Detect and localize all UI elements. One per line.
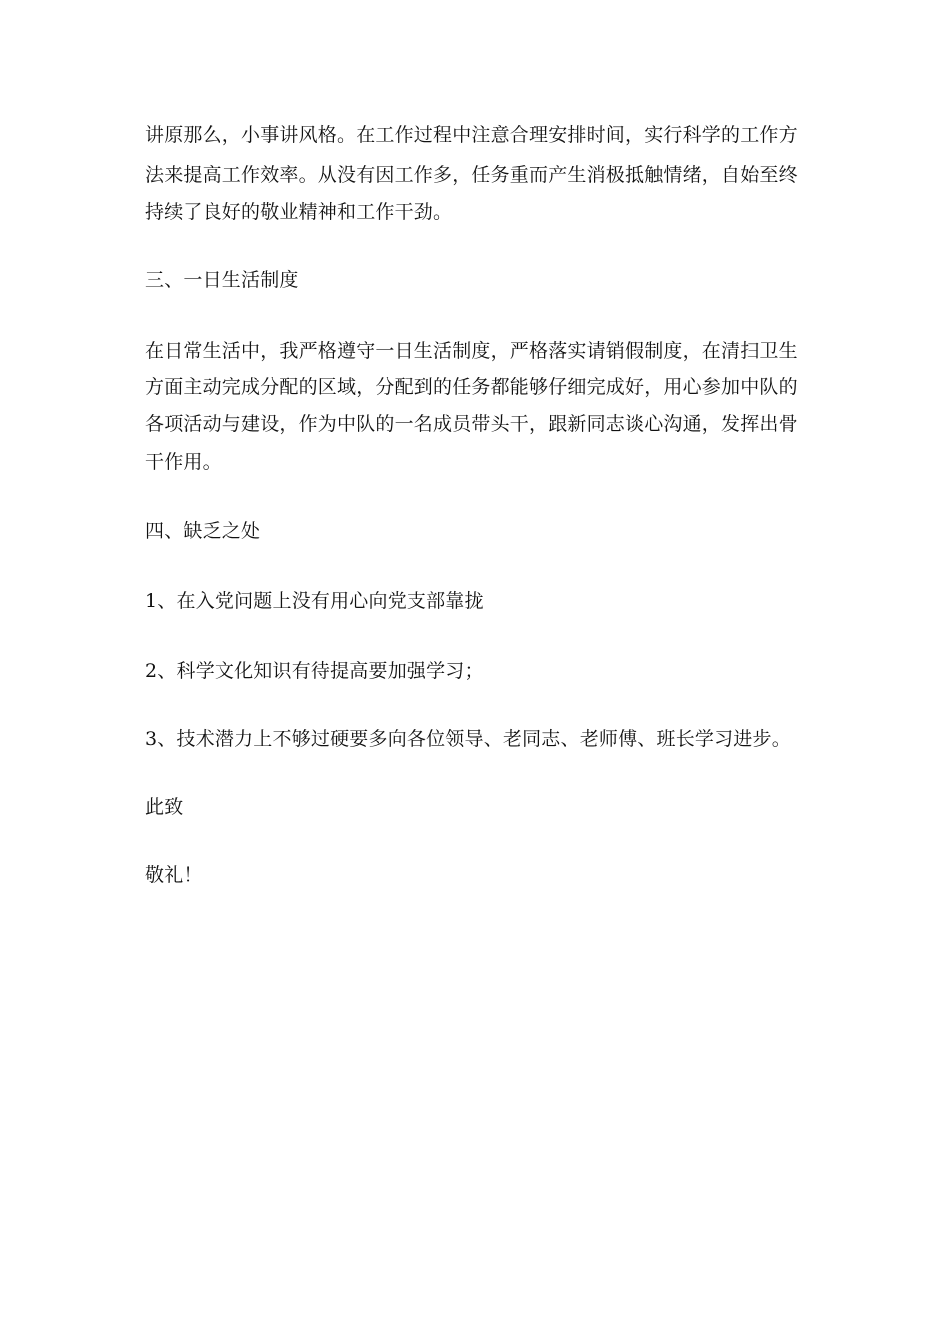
paragraph-line: 方面主动完成分配的区域，分配到的任务都能够仔细完成好，用心参加中队的 (145, 376, 798, 398)
paragraph-line: 各项活动与建设，作为中队的一名成员带头干，跟新同志谈心沟通，发挥出骨 (145, 413, 798, 435)
paragraph-line: 讲原那么，小事讲风格。在工作过程中注意合理安排时间，实行科学的工作方 (145, 124, 798, 146)
paragraph-line: 持续了良好的敬业精神和工作干劲。 (145, 201, 453, 223)
list-item: 2、科学文化知识有待提高要加强学习； (145, 660, 484, 682)
paragraph-line: 在日常生活中，我严格遵守一日生活制度，严格落实请销假制度，在清扫卫生 (145, 340, 798, 362)
list-item: 3、技术潜力上不够过硬要多向各位领导、老同志、老师傅、班长学习进步。 (145, 728, 791, 750)
closing-line: 此致 (145, 796, 184, 818)
section-heading: 三、一日生活制度 (145, 269, 299, 291)
section-heading: 四、缺乏之处 (145, 520, 261, 542)
closing-salutation: 敬礼！ (145, 864, 203, 886)
paragraph-line: 法来提高工作效率。从没有因工作多，任务重而产生消极抵触情绪，自始至终 (145, 164, 798, 186)
paragraph-line: 干作用。 (145, 451, 222, 473)
list-item: 1、在入党问题上没有用心向党支部靠拢 (145, 590, 484, 612)
